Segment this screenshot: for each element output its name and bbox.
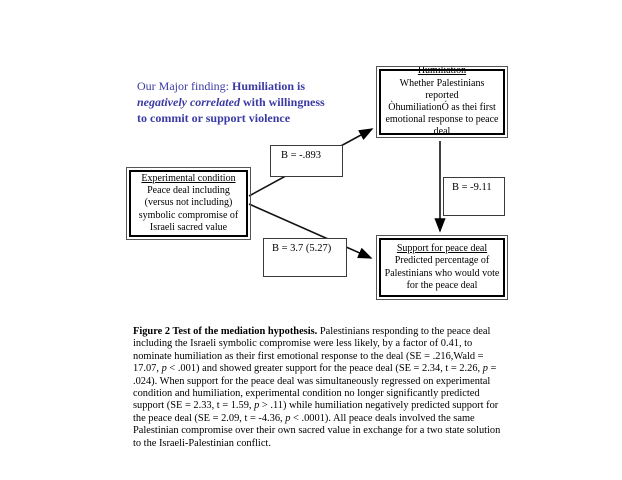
experimental-condition-title: Experimental condition	[141, 173, 236, 184]
humiliation-title: Humiliation	[417, 65, 467, 77]
support-title: Support for peace deal	[396, 243, 488, 255]
experimental-condition-description: Peace deal including (versus not including) symbolic compromise of Israeli sacred value	[138, 185, 239, 233]
figure-caption: Figure 2 Test of the mediation hypothesis. Palestinians responding to the peace deal including the Israeli symbolic compromise were less likely, by a factor of 0.41, to nominate humiliation as their first emotional response to the deal (SE = .216,Wald = 17.07, p < .001) and showed greater support for the peace deal (SE = 2.34, t = 2.26, p = .024). When support for the peace deal was simultaneously regressed on experimental condition and humiliation, experimental condition no longer significantly predicted support (SE = 2.33, t = 1.59, p > .11) while humiliation negatively predicted support for the peace deal (SE = 2.09, t = -4.36, p < .0001). All peace deals involved the same Palestinian compromise over their own sacred value in exchange for a two state solution to the Israeli-Palestinian conflict.	[133, 326, 501, 449]
path-coefficient-exp-to-humiliation	[270, 145, 343, 177]
path-coefficient-label: B = -9.11	[452, 182, 492, 193]
experimental-condition-box	[129, 170, 248, 237]
humiliation-description: Whether Palestinians reported ÒhumiliationÓ as thei first emotional response to peace deal	[385, 77, 499, 138]
path-coefficient-exp-to-support	[263, 238, 347, 277]
support-description: Predicted percentage of Palestinians who would vote for the peace deal	[384, 255, 500, 291]
humiliation-box	[379, 65, 505, 138]
path-coefficient-label: B = 3.7 (5.27)	[272, 243, 332, 254]
path-coefficient-humiliation-to-support	[443, 177, 505, 216]
path-coefficient-label: B = -.893	[281, 150, 322, 161]
support-for-peace-deal-box	[379, 238, 505, 297]
finding-heading: Our Major finding: Humiliation is negatively correlated with willingness to commit or support violence	[137, 79, 325, 125]
